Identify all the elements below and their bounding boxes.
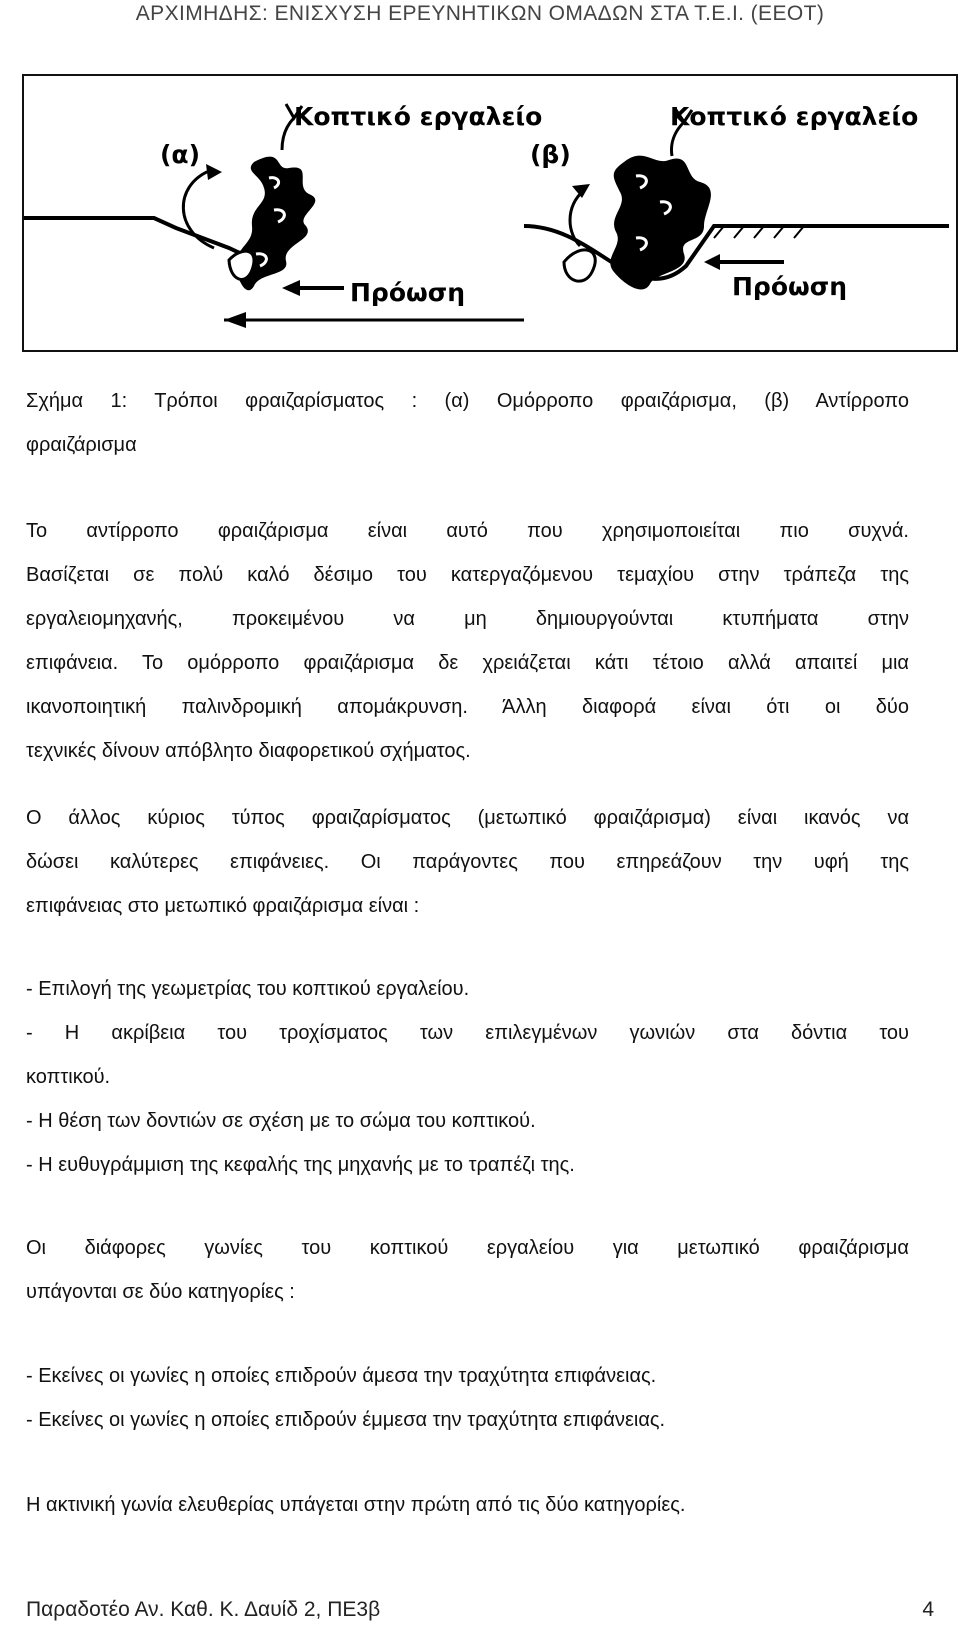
figure-caption xyxy=(26,379,909,467)
paragraph-line: υπάγονται σε δύο κατηγορίες : xyxy=(26,1281,295,1303)
paragraph-line: τεχνικές δίνουν απόβλητο διαφορετικού σχήματος. xyxy=(26,740,471,762)
page-header: ΑΡΧΙΜΗΔΗΣ: ΕΝΙΣΧΥΣΗ ΕΡΕΥΝΗΤΙΚΩΝ ΟΜΑΔΩΝ ΣΤΑ Τ.Ε.Ι. (ΕΕΟΤ) xyxy=(135,2,825,25)
panel-b-drawing xyxy=(524,110,949,289)
milling-figure xyxy=(22,74,958,352)
page-footer xyxy=(26,1598,934,1622)
list-item: - Η θέση των δοντιών σε σχέση με το σώμα του κοπτικού. xyxy=(26,1110,536,1132)
list-item: - Επιλογή της γεωμετρίας του κοπτικού εργαλείου. xyxy=(26,978,470,1000)
paragraph-line: επιφάνειας στο μετωπικό φραιζάρισμα είναι : xyxy=(26,895,420,917)
paragraph-1 xyxy=(26,509,909,773)
panel-b-feed-label: Πρόωση xyxy=(732,272,847,301)
panel-b-tool-label: Κοπτικό εργαλείο xyxy=(670,102,919,131)
paragraph-line: Η ακτινική γωνία ελευθερίας υπάγεται στην πρώτη από τις δύο κατηγορίες. xyxy=(26,1494,686,1516)
factors-list xyxy=(26,967,909,1187)
paragraph-3 xyxy=(26,1226,909,1314)
paragraph-line: επιφάνεια. Το ομόρροπο φραιζάρισμα δε χρειάζεται κάτι τέτοιο αλλά απαιτεί μια xyxy=(26,652,909,674)
list-item: - Η ακρίβεια του τροχίσματος των επιλεγμένων γωνιών στα δόντια του xyxy=(26,1022,909,1044)
paragraph-line: Βασίζεται σε πολύ καλό δέσιμο του κατεργαζόμενου τεμαχίου στην τράπεζα της xyxy=(26,564,909,586)
panel-a-feed-label: Πρόωση xyxy=(350,278,465,307)
list-item: - Εκείνες οι γωνίες η οποίες επιδρούν άμεσα την τραχύτητα επιφάνειας. xyxy=(26,1365,657,1387)
caption-line: Σχήμα 1: Τρόποι φραιζαρίσματος : (α) Ομόρροπο φραιζάρισμα, (β) Αντίρροπο xyxy=(26,390,909,412)
footer-text: Παραδοτέο Αν. Καθ. Κ. Δαυίδ 2, ΠΕ3β xyxy=(26,1598,381,1621)
categories-list xyxy=(26,1354,909,1442)
panel-b-tag: (β) xyxy=(530,140,571,169)
paragraph-line: Οι διάφορες γωνίες του κοπτικού εργαλείου για μετωπικό φραιζάρισμα xyxy=(26,1237,909,1259)
paragraph-line: δώσει καλύτερες επιφάνειες. Οι παράγοντες που επηρεάζουν την υφή της xyxy=(26,851,909,873)
list-item: - Εκείνες οι γωνίες η οποίες επιδρούν έμμεσα την τραχύτητα επιφάνειας. xyxy=(26,1409,666,1431)
paragraph-line: Το αντίρροπο φραιζάρισμα είναι αυτό που χρησιμοποιείται πιο συχνά. xyxy=(26,520,909,542)
paragraph-line: ικανοποιητική παλινδρομική απομάκρυνση. Άλλη διαφορά είναι ότι οι δύο xyxy=(26,696,909,718)
paragraph-line: Ο άλλος κύριος τύπος φραιζαρίσματος (μετωπικό φραιζάρισμα) είναι ικανός να xyxy=(26,807,909,829)
paragraph-line: εργαλειομηχανής, προκειμένου να μη δημιουργούνται κτυπήματα στην xyxy=(26,608,909,630)
paragraph-4 xyxy=(26,1483,909,1527)
paragraph-2 xyxy=(26,796,909,928)
caption-line: φραιζάρισμα xyxy=(26,434,137,456)
list-item: κοπτικού. xyxy=(26,1066,111,1088)
panel-a-tool-label: Κοπτικό εργαλείο xyxy=(294,102,543,131)
list-item: - Η ευθυγράμμιση της κεφαλής της μηχανής με το τραπέζι της. xyxy=(26,1154,575,1176)
panel-a-tag: (α) xyxy=(160,140,201,169)
page-number: 4 xyxy=(922,1598,934,1621)
